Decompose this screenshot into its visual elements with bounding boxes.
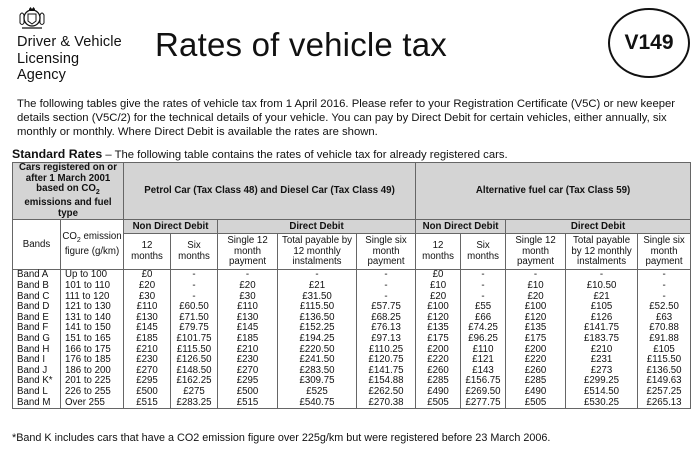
rate-cell: £74.25 xyxy=(461,323,506,334)
alt-fuel-group-header: Alternative fuel car (Tax Class 59) xyxy=(416,163,691,220)
rate-cell: £514.50 xyxy=(566,387,638,398)
rate-cell: £130 xyxy=(124,313,171,324)
rate-cell: £152.25 xyxy=(278,323,357,334)
rate-cell: - xyxy=(357,270,416,281)
petrol-non-dd-header: Non Direct Debit xyxy=(124,220,218,234)
band-cell: Band L xyxy=(13,387,61,398)
agency-line-1: Driver & Vehicle xyxy=(17,34,122,50)
rate-cell: £260 xyxy=(506,366,566,377)
band-cell: Band A xyxy=(13,270,61,281)
rate-cell: £66 xyxy=(461,313,506,324)
co2-cell: 186 to 200 xyxy=(61,366,124,377)
band-cell: Band K* xyxy=(13,376,61,387)
col-alt-single-6: Single six month payment xyxy=(638,234,691,270)
rate-cell: £162.25 xyxy=(171,376,218,387)
rate-cell: £115.50 xyxy=(278,302,357,313)
rate-cell: £115.50 xyxy=(638,355,691,366)
rate-cell: £10 xyxy=(506,281,566,292)
co2-cell: 121 to 130 xyxy=(61,302,124,313)
rate-cell: £283.25 xyxy=(171,398,218,409)
rate-cell: £63 xyxy=(638,313,691,324)
rate-cell: £10 xyxy=(416,281,461,292)
intro-paragraph: The following tables give the rates of vehicle tax from 1 April 2016. Please refer to your Registration Certificate (V5C) or new keeper details section (V5C/2) for the technical details of your vehicle. You can pay by Direct Debit for certain vehicles, either annually, six monthly or monthly. Where Direct Debit is available the rates are shown. xyxy=(17,98,676,139)
rate-cell: £270.38 xyxy=(357,398,416,409)
rate-cell: £500 xyxy=(218,387,278,398)
co2-cell: 151 to 165 xyxy=(61,334,124,345)
col-alt-single-12: Single 12 month payment xyxy=(506,234,566,270)
rate-cell: £120.75 xyxy=(357,355,416,366)
co2-cell: 131 to 140 xyxy=(61,313,124,324)
col-alt-12-months: 12 months xyxy=(416,234,461,270)
rate-cell: £57.75 xyxy=(357,302,416,313)
rate-cell: £76.13 xyxy=(357,323,416,334)
rate-cell: £105 xyxy=(566,302,638,313)
rate-cell: £285 xyxy=(506,376,566,387)
rate-cell: £273 xyxy=(566,366,638,377)
table-row xyxy=(13,292,691,303)
footnote: *Band K includes cars that have a CO2 emission figure over 225g/km but were registered before 23 March 2006. xyxy=(12,432,551,444)
rate-cell: £141.75 xyxy=(566,323,638,334)
rate-cell: £210 xyxy=(566,345,638,356)
rate-cell: £540.75 xyxy=(278,398,357,409)
rate-cell: £135 xyxy=(416,323,461,334)
rate-cell: £185 xyxy=(218,334,278,345)
rate-cell: £270 xyxy=(218,366,278,377)
col-petrol-single-6: Single six month payment xyxy=(357,234,416,270)
standard-rates-heading xyxy=(12,147,508,161)
co2-cell: Over 255 xyxy=(61,398,124,409)
rate-cell: £156.75 xyxy=(461,376,506,387)
rate-cell: £148.50 xyxy=(171,366,218,377)
rate-cell: £220 xyxy=(506,355,566,366)
rate-cell: £100 xyxy=(506,302,566,313)
rates-table-body xyxy=(13,270,691,409)
rate-cell: £220 xyxy=(416,355,461,366)
col-petrol-six-months: Six months xyxy=(171,234,218,270)
rate-cell: £260 xyxy=(416,366,461,377)
agency-line-2: Licensing xyxy=(17,50,80,67)
rate-cell: £71.50 xyxy=(171,313,218,324)
agency-name xyxy=(17,34,122,84)
rate-cell: £194.25 xyxy=(278,334,357,345)
rate-cell: £0 xyxy=(124,270,171,281)
rate-cell: £220.50 xyxy=(278,345,357,356)
petrol-diesel-group-header: Petrol Car (Tax Class 48) and Diesel Car (Tax Class 49) xyxy=(124,163,416,220)
co2-cell: 201 to 225 xyxy=(61,376,124,387)
table-row xyxy=(13,281,691,292)
rate-cell: £70.88 xyxy=(638,323,691,334)
band-cell: Band J xyxy=(13,366,61,377)
table-row xyxy=(13,398,691,409)
rate-cell: £126.50 xyxy=(171,355,218,366)
rate-cell: £96.25 xyxy=(461,334,506,345)
band-cell: Band E xyxy=(13,313,61,324)
rate-cell: £21 xyxy=(278,281,357,292)
rate-cell: £20 xyxy=(124,281,171,292)
rate-cell: £265.13 xyxy=(638,398,691,409)
rate-cell: - xyxy=(461,281,506,292)
rate-cell: £143 xyxy=(461,366,506,377)
rate-cell: £241.50 xyxy=(278,355,357,366)
rate-cell: £68.25 xyxy=(357,313,416,324)
page-title: Rates of vehicle tax xyxy=(155,26,447,63)
rate-cell: £126 xyxy=(566,313,638,324)
band-cell: Band C xyxy=(13,292,61,303)
page-header xyxy=(0,0,700,88)
rate-cell: £490 xyxy=(506,387,566,398)
rate-cell: £141.75 xyxy=(357,366,416,377)
col-petrol-12-months: 12 months xyxy=(124,234,171,270)
rate-cell: £270 xyxy=(124,366,171,377)
rate-cell: £20 xyxy=(506,292,566,303)
col-bands: Bands xyxy=(13,220,61,270)
co2-cell: 141 to 150 xyxy=(61,323,124,334)
rate-cell: £91.88 xyxy=(638,334,691,345)
col-alt-six-months: Six months xyxy=(461,234,506,270)
rate-cell: £285 xyxy=(416,376,461,387)
band-cell: Band I xyxy=(13,355,61,366)
rate-cell: £505 xyxy=(506,398,566,409)
band-cell: Band D xyxy=(13,302,61,313)
rate-cell: £500 xyxy=(124,387,171,398)
rate-cell: £105 xyxy=(638,345,691,356)
rate-cell: £283.50 xyxy=(278,366,357,377)
rate-cell: £31.50 xyxy=(278,292,357,303)
alt-non-dd-header: Non Direct Debit xyxy=(416,220,506,234)
rate-cell: £262.50 xyxy=(357,387,416,398)
rate-cell: £277.75 xyxy=(461,398,506,409)
rate-cell: £515 xyxy=(218,398,278,409)
rate-cell: £183.75 xyxy=(566,334,638,345)
rate-cell: - xyxy=(461,292,506,303)
rate-cell: £154.88 xyxy=(357,376,416,387)
rates-table xyxy=(12,162,691,409)
rate-cell: £120 xyxy=(506,313,566,324)
rate-cell: £100 xyxy=(416,302,461,313)
table-row xyxy=(13,345,691,356)
rate-cell: - xyxy=(638,270,691,281)
rate-cell: £110.25 xyxy=(357,345,416,356)
rate-cell: £275 xyxy=(171,387,218,398)
rate-cell: £210 xyxy=(218,345,278,356)
royal-crest-icon xyxy=(17,5,47,33)
rate-cell: £121 xyxy=(461,355,506,366)
table-row xyxy=(13,334,691,345)
rate-cell: £101.75 xyxy=(171,334,218,345)
rate-cell: £110 xyxy=(461,345,506,356)
rate-cell: - xyxy=(357,281,416,292)
rate-cell: - xyxy=(171,270,218,281)
rate-cell: £295 xyxy=(124,376,171,387)
standard-rates-title: Standard Rates xyxy=(12,147,103,161)
co2-cell: 176 to 185 xyxy=(61,355,124,366)
rate-cell: £175 xyxy=(416,334,461,345)
rate-cell: £136.50 xyxy=(638,366,691,377)
rate-cell: - xyxy=(506,270,566,281)
co2-cell: 101 to 110 xyxy=(61,281,124,292)
co2-cell: 111 to 120 xyxy=(61,292,124,303)
rate-cell: £110 xyxy=(218,302,278,313)
rate-cell: £115.50 xyxy=(171,345,218,356)
col-co2: $CO_2$ emission figure (g/km) xyxy=(61,220,124,270)
band-cell: Band M xyxy=(13,398,61,409)
col-petrol-total-12: Total payable by 12 monthly instalments xyxy=(278,234,357,270)
table-row xyxy=(13,302,691,313)
co2-cell: Up to 100 xyxy=(61,270,124,281)
rate-cell: £0 xyxy=(416,270,461,281)
rate-cell: - xyxy=(171,292,218,303)
band-cell: Band G xyxy=(13,334,61,345)
rate-cell: £55 xyxy=(461,302,506,313)
rate-cell: £149.63 xyxy=(638,376,691,387)
rate-cell: £130 xyxy=(218,313,278,324)
rate-cell: £21 xyxy=(566,292,638,303)
co2-cell: 166 to 175 xyxy=(61,345,124,356)
rate-cell: £60.50 xyxy=(171,302,218,313)
rate-cell: - xyxy=(638,292,691,303)
rate-cell: £525 xyxy=(278,387,357,398)
rate-cell: £200 xyxy=(416,345,461,356)
rate-cell: £135 xyxy=(506,323,566,334)
band-cell: Band F xyxy=(13,323,61,334)
rate-cell: £30 xyxy=(218,292,278,303)
rate-cell: £490 xyxy=(416,387,461,398)
rate-cell: £299.25 xyxy=(566,376,638,387)
alt-dd-header: Direct Debit xyxy=(506,220,691,234)
rate-cell: £257.25 xyxy=(638,387,691,398)
rate-cell: £145 xyxy=(218,323,278,334)
rate-cell: - xyxy=(278,270,357,281)
rate-cell: £295 xyxy=(218,376,278,387)
rate-cell: £110 xyxy=(124,302,171,313)
band-cell: Band H xyxy=(13,345,61,356)
rate-cell: £505 xyxy=(416,398,461,409)
rate-cell: £52.50 xyxy=(638,302,691,313)
rate-cell: £515 xyxy=(124,398,171,409)
rate-cell: £230 xyxy=(218,355,278,366)
rate-cell: £30 xyxy=(124,292,171,303)
col-alt-total-12: Total payable by 12 monthly instalments xyxy=(566,234,638,270)
table-row xyxy=(13,355,691,366)
agency-line-3: Agency xyxy=(17,67,66,83)
form-code-badge: V149 xyxy=(608,8,690,78)
rate-cell: £145 xyxy=(124,323,171,334)
rate-cell: £210 xyxy=(124,345,171,356)
rate-cell: - xyxy=(171,281,218,292)
rate-cell: £79.75 xyxy=(171,323,218,334)
rate-cell: £20 xyxy=(218,281,278,292)
co2-cell: 226 to 255 xyxy=(61,387,124,398)
rate-cell: £269.50 xyxy=(461,387,506,398)
rate-cell: - xyxy=(357,292,416,303)
rate-cell: - xyxy=(638,281,691,292)
petrol-dd-header: Direct Debit xyxy=(218,220,416,234)
rate-cell: £120 xyxy=(416,313,461,324)
corner-header: Cars registered on or after 1 March 2001 based on $CO_2$ emissions and fuel type xyxy=(13,163,124,220)
rate-cell: £530.25 xyxy=(566,398,638,409)
rate-cell: £136.50 xyxy=(278,313,357,324)
rate-cell: £230 xyxy=(124,355,171,366)
rate-cell: £20 xyxy=(416,292,461,303)
rate-cell: £97.13 xyxy=(357,334,416,345)
rate-cell: £175 xyxy=(506,334,566,345)
table-row xyxy=(13,387,691,398)
col-petrol-single-12: Single 12 month payment xyxy=(218,234,278,270)
standard-rates-description: – The following table contains the rates of vehicle tax for already registered cars. xyxy=(102,149,508,161)
rate-cell: - xyxy=(218,270,278,281)
rate-cell: £231 xyxy=(566,355,638,366)
rate-cell: £309.75 xyxy=(278,376,357,387)
rate-cell: - xyxy=(566,270,638,281)
rate-cell: £185 xyxy=(124,334,171,345)
rate-cell: £200 xyxy=(506,345,566,356)
band-cell: Band B xyxy=(13,281,61,292)
rate-cell: - xyxy=(461,270,506,281)
rate-cell: £10.50 xyxy=(566,281,638,292)
